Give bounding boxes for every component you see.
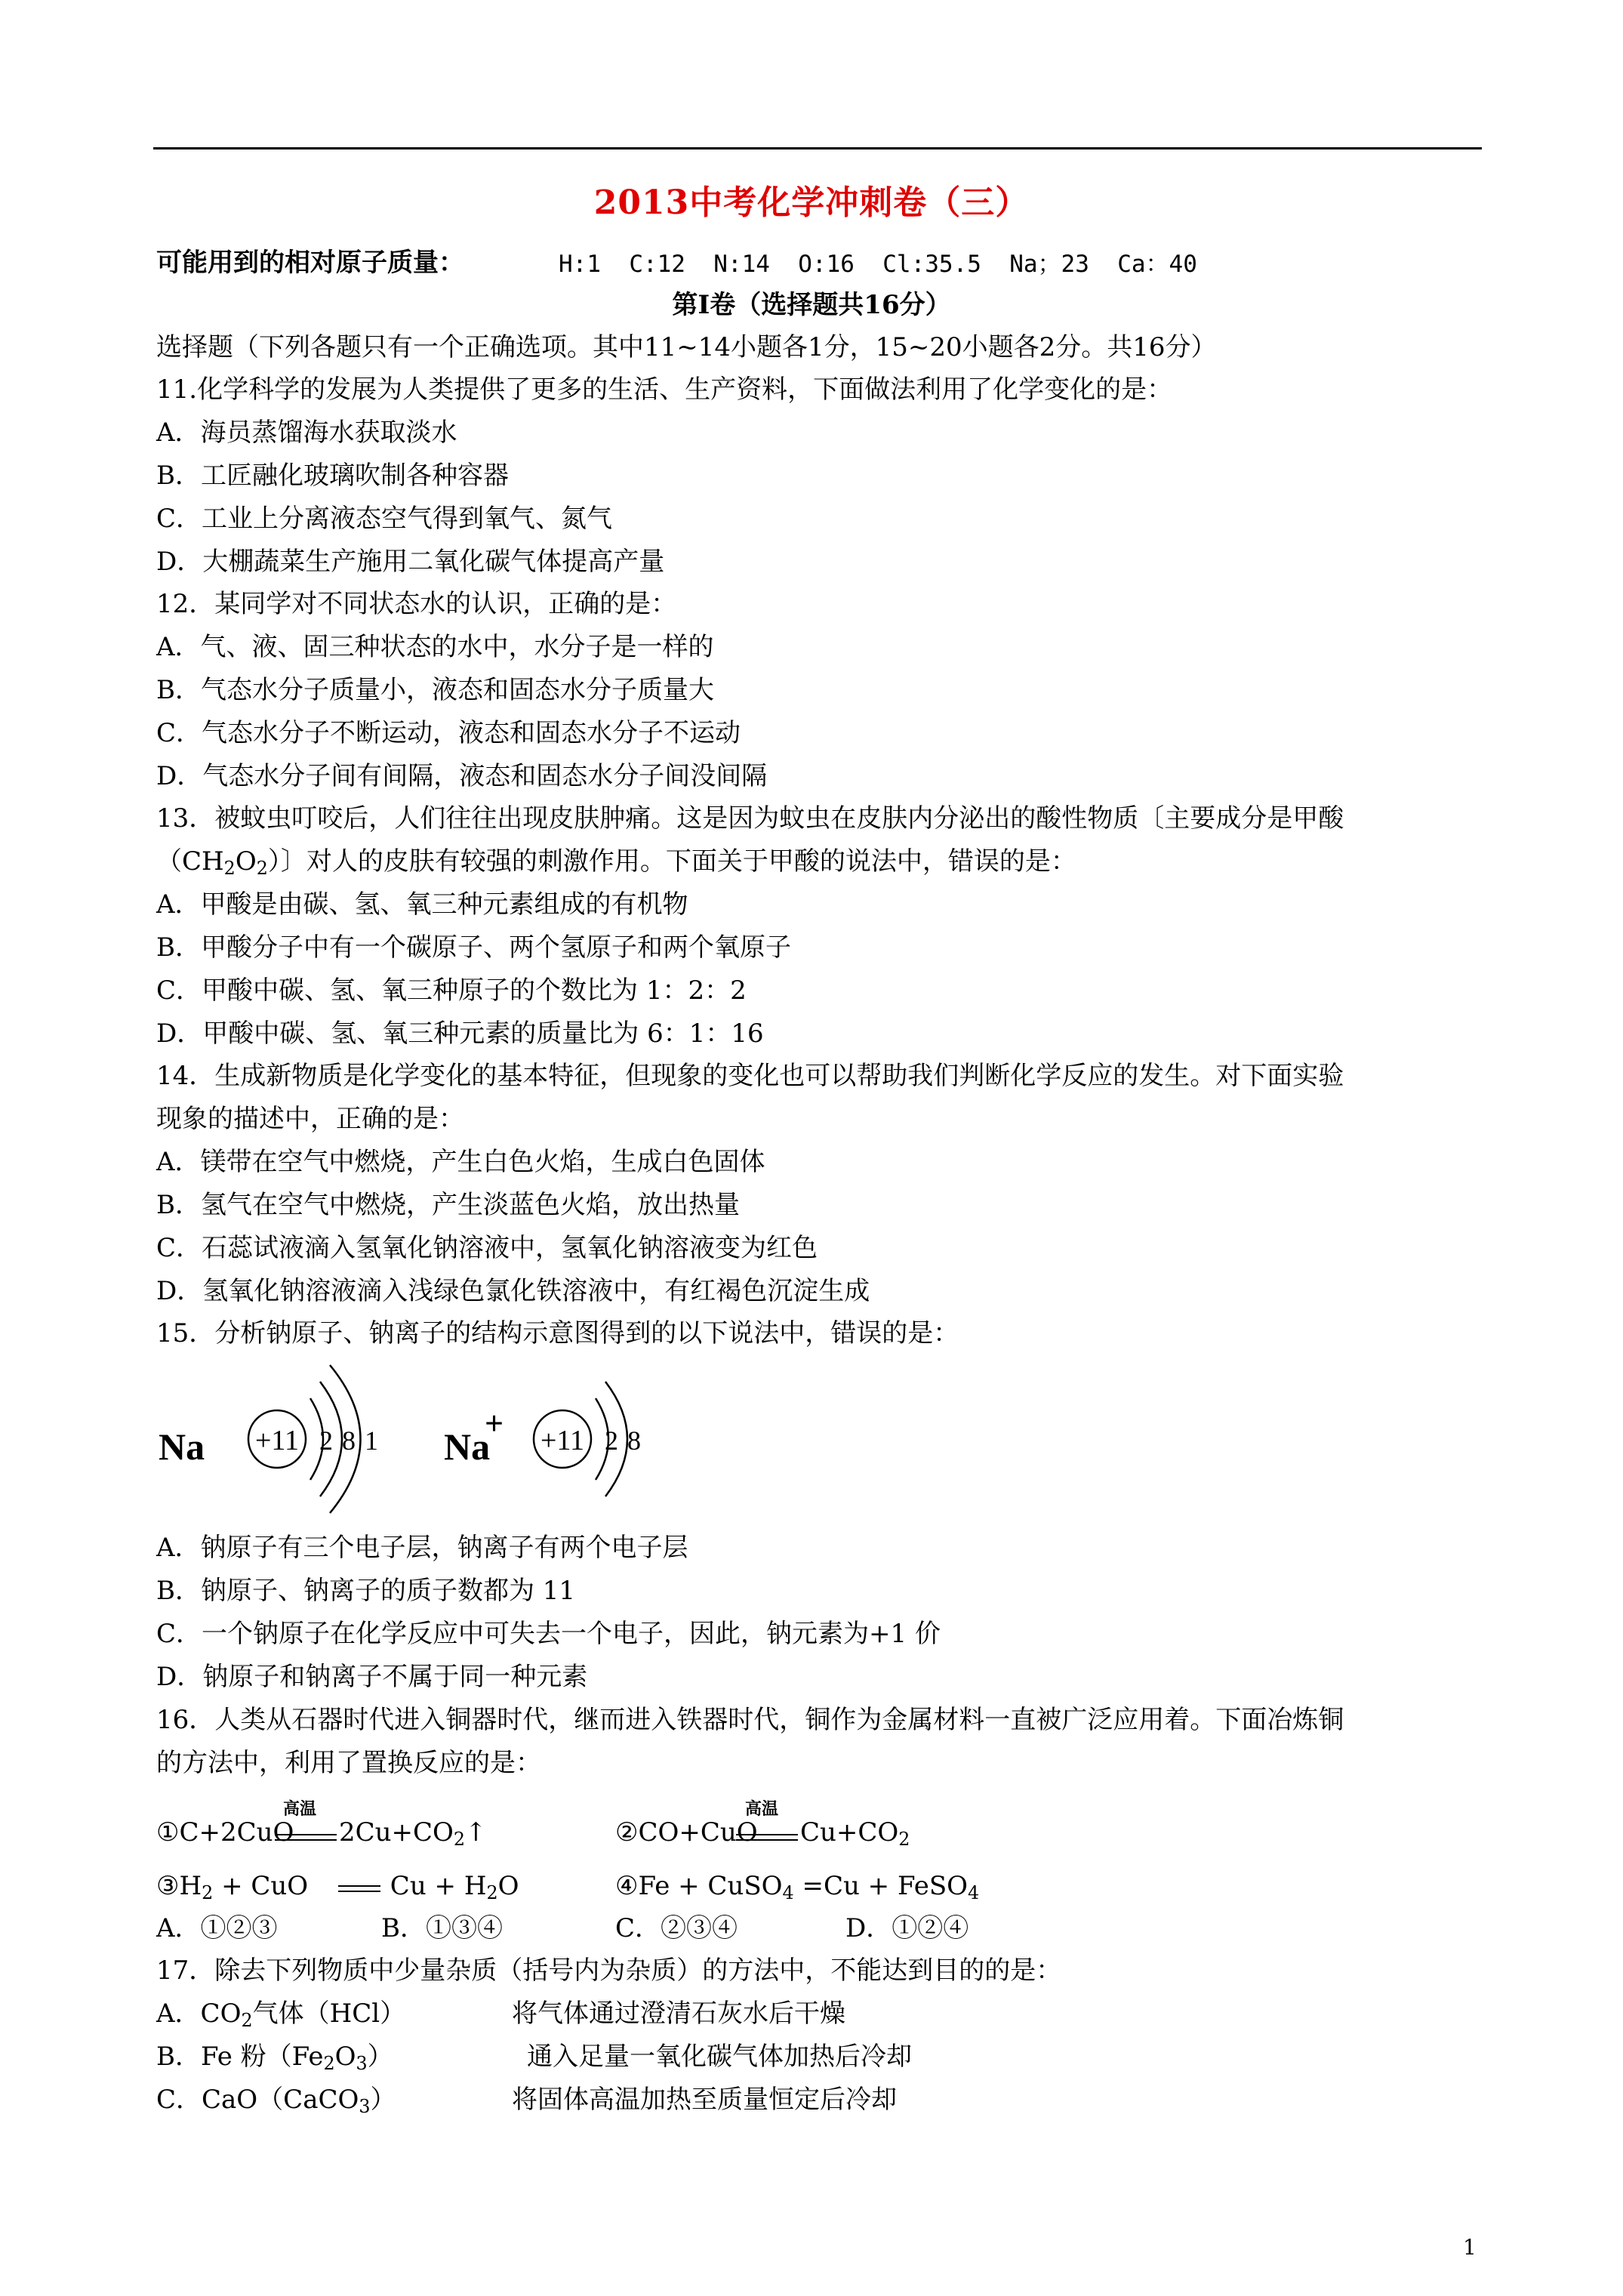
q11-option-a: A．海员蒸馏海水获取淡水 xyxy=(156,418,457,448)
q16-eq2-products: Cu+CO2 xyxy=(800,1817,910,1850)
q17-option-a-method: 将气体通过澄清石灰水后干燥 xyxy=(512,1999,845,2029)
q16-eq3-products: Cu + H2O xyxy=(382,1871,519,1903)
q12-option-d: D．气态水分子间有间隔，液态和固态水分子间没间隔 xyxy=(156,761,768,791)
na-atom-nucleus-charge: +11 xyxy=(254,1425,300,1456)
na-ion-symbol: Na xyxy=(444,1425,491,1468)
na-ion-shell-electrons: 8 xyxy=(627,1425,641,1456)
q13-option-d: D．甲酸中碳、氢、氧三种元素的质量比为 6：1：16 xyxy=(156,1019,764,1049)
q14-option-d: D．氢氧化钠溶液滴入浅绿色氯化铁溶液中，有红褐色沉淀生成 xyxy=(156,1276,870,1306)
q14-stem-line2: 现象的描述中，正确的是： xyxy=(156,1104,464,1134)
q15-option-c: C．一个钠原子在化学反应中可失去一个电子，因此，钠元素为+1 价 xyxy=(156,1619,941,1649)
na-ion-shell-electrons: 2 xyxy=(605,1425,618,1456)
na-atom-shell-electrons: 2 xyxy=(319,1425,333,1456)
q16-eq1-products: 2Cu+CO2↑ xyxy=(339,1817,487,1850)
na-ion-charge: + xyxy=(485,1405,504,1442)
q16-equation-1: ①C+2CuO xyxy=(156,1817,294,1848)
q17-option-c-substance: C．CaO（CaCO3） xyxy=(156,2085,396,2117)
q15-stem: 15．分析钠原子、钠离子的结构示意图得到的以下说法中，错误的是： xyxy=(156,1318,959,1348)
q16-equation-4: ④Fe + CuSO4 =Cu + FeSO4 xyxy=(615,1871,980,1903)
q12-option-c: C．气态水分子不断运动，液态和固态水分子不运动 xyxy=(156,718,741,748)
q11-option-d: D．大棚蔬菜生产施用二氧化碳气体提高产量 xyxy=(156,547,665,577)
q14-option-b: B．氢气在空气中燃烧，产生淡蓝色火焰，放出热量 xyxy=(156,1190,740,1220)
q17-option-c-method: 将固体高温加热至质量恒定后冷却 xyxy=(512,2085,897,2115)
q17-option-b-substance: B．Fe 粉（Fe2O3） xyxy=(156,2042,393,2074)
q13-option-a: A．甲酸是由碳、氢、氧三种元素组成的有机物 xyxy=(156,889,688,920)
q16-option-a: A．①②③ xyxy=(156,1913,278,1943)
q12-stem: 12．某同学对不同状态水的认识，正确的是： xyxy=(156,589,677,619)
q17-option-b-method: 通入足量一氧化碳气体加热后冷却 xyxy=(527,2042,912,2072)
q15-option-d: D．钠原子和钠离子不属于同一种元素 xyxy=(156,1662,588,1692)
q12-option-b: B．气态水分子质量小，液态和固态水分子质量大 xyxy=(156,675,714,705)
na-atom-symbol: Na xyxy=(159,1425,205,1468)
q12-option-a: A．气、液、固三种状态的水中，水分子是一样的 xyxy=(156,632,714,662)
atomic-masses-values: H:1 C:12 N:14 O:16 Cl:35.5 Na；23 Ca：40 xyxy=(559,251,1197,278)
q16-eq1-equals xyxy=(275,1834,337,1841)
q17-stem: 17．除去下列物质中少量杂质（括号内为杂质）的方法中，不能达到目的的是： xyxy=(156,1955,1062,1986)
q16-eq2-equals xyxy=(736,1834,798,1841)
q14-option-a: A．镁带在空气中燃烧，产生白色火焰，生成白色固体 xyxy=(156,1147,765,1177)
q16-eq1-condition: 高温 xyxy=(283,1799,317,1819)
q13-option-b: B．甲酸分子中有一个碳原子、两个氢原子和两个氧原子 xyxy=(156,932,791,963)
atomic-masses-label: 可能用到的相对原子质量： xyxy=(156,248,464,278)
q17-option-a-substance: A．CO2气体（HCl） xyxy=(156,1999,406,2031)
q16-option-b: B．①③④ xyxy=(381,1913,503,1943)
na-atom-shell-electrons: 8 xyxy=(342,1425,356,1456)
q14-option-c: C．石蕊试液滴入氢氧化钠溶液中，氢氧化钠溶液变为红色 xyxy=(156,1233,818,1263)
q16-equation-3: ③H2 + CuO xyxy=(156,1871,309,1903)
q11-option-b: B．工匠融化玻璃吹制各种容器 xyxy=(156,461,509,491)
sodium-structure-diagram xyxy=(151,1359,725,1533)
section-title: 第Ⅰ卷（选择题共16分） xyxy=(672,290,951,320)
q11-option-c: C．工业上分离液态空气得到氧气、氮气 xyxy=(156,504,613,534)
q16-equation-2: ②CO+CuO xyxy=(615,1817,758,1848)
q16-option-c: C．②③④ xyxy=(615,1913,738,1943)
q14-stem-line1: 14．生成新物质是化学变化的基本特征，但现象的变化也可以帮助我们判断化学反应的发生。对下面实验 xyxy=(156,1061,1344,1091)
q13-stem-line2: （CH2O2）〕对人的皮肤有较强的刺激作用。下面关于甲酸的说法中，错误的是： xyxy=(156,846,1076,879)
q15-option-b: B．钠原子、钠离子的质子数都为 11 xyxy=(156,1576,576,1606)
instructions: 选择题（下列各题只有一个正确选项。其中11~14小题各1分，15~20小题各2分。共16分） xyxy=(156,332,1217,362)
q16-option-d: D．①②④ xyxy=(845,1913,969,1943)
q11-stem: 11.化学科学的发展为人类提供了更多的生活、生产资料，下面做法利用了化学变化的是： xyxy=(156,374,1173,405)
paper-title: 2013中考化学冲刺卷（三） xyxy=(593,183,1030,222)
na-atom-shell-electrons: 1 xyxy=(365,1425,378,1456)
q15-option-a: A．钠原子有三个电子层，钠离子有两个电子层 xyxy=(156,1533,688,1563)
q13-option-c: C．甲酸中碳、氢、氧三种原子的个数比为 1：2：2 xyxy=(156,975,747,1006)
q16-stem-line2: 的方法中，利用了置换反应的是： xyxy=(156,1748,541,1778)
q16-eq3-equals xyxy=(338,1885,380,1892)
q16-stem-line1: 16．人类从石器时代进入铜器时代，继而进入铁器时代，铜作为金属材料一直被广泛应用着。下面冶炼铜 xyxy=(156,1705,1344,1735)
page-number: 1 xyxy=(1463,2235,1477,2260)
q13-stem-line1: 13．被蚊虫叮咬后，人们往往出现皮肤肿痛。这是因为蚊虫在皮肤内分泌出的酸性物质〔主要成分是甲酸 xyxy=(156,803,1344,834)
na-ion-nucleus-charge: +11 xyxy=(540,1425,585,1456)
header-rule xyxy=(153,147,1482,149)
q16-eq2-condition: 高温 xyxy=(745,1799,779,1819)
